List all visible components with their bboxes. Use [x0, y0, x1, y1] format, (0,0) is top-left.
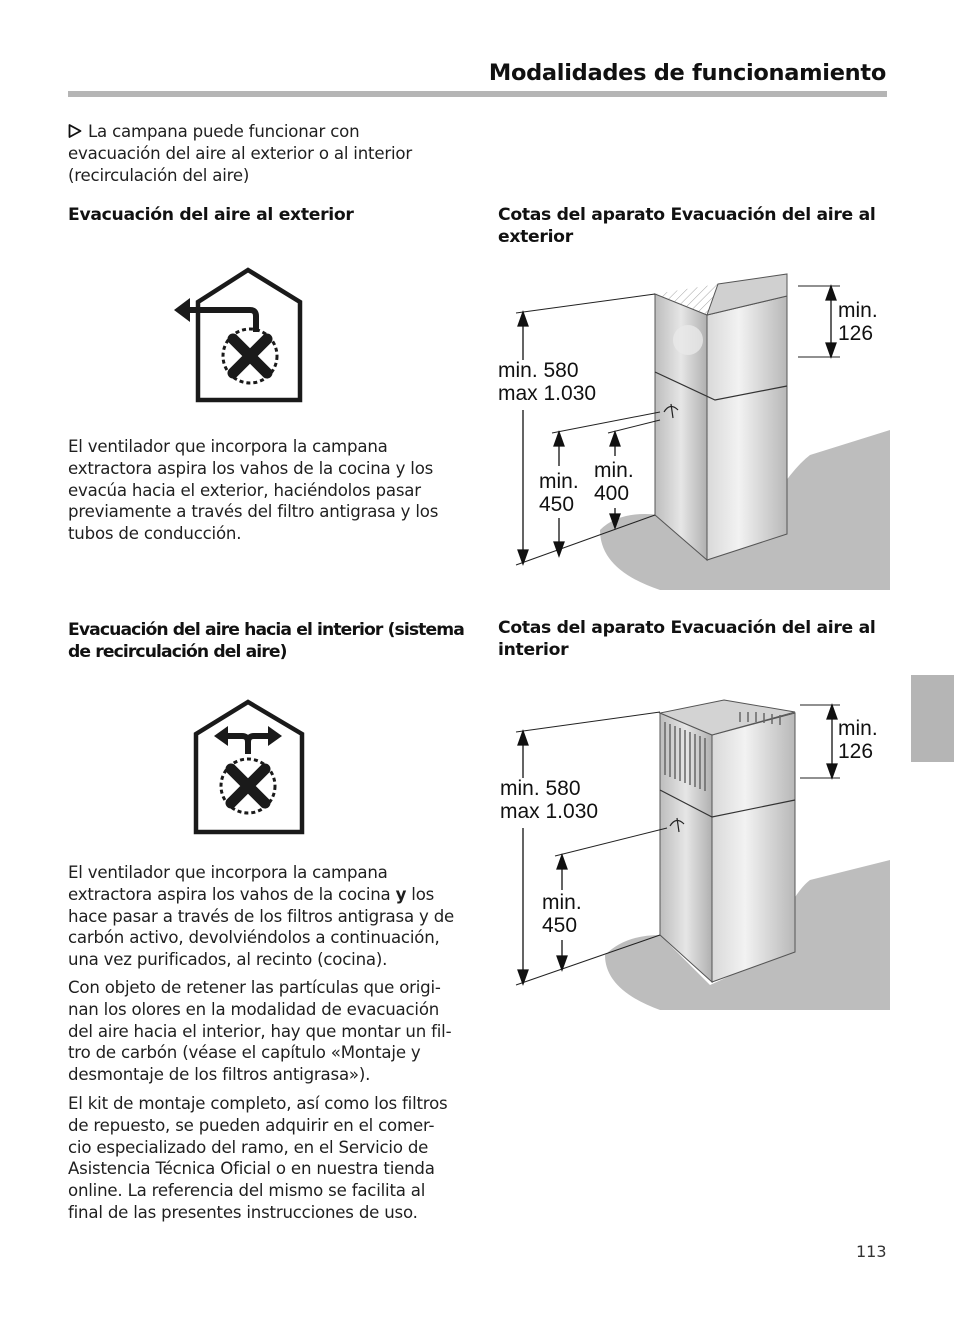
hood-dimension-diagram-exterior — [490, 270, 890, 600]
heading-line: Evacuación del aire hacia el interior (sistema — [68, 620, 464, 640]
dim-label: 450 — [542, 914, 578, 937]
text-run: extractora aspira los vahos de la cocina — [68, 884, 396, 904]
dim-label: min. — [594, 459, 634, 482]
section-heading-exterior: Evacuación del aire al exterior — [68, 205, 354, 225]
dim-label: min. — [542, 891, 582, 914]
paragraph-line: El kit de montaje completo, así como los filtros — [68, 1094, 448, 1113]
paragraph-interior-1 — [68, 862, 458, 971]
paragraph-exterior — [68, 436, 458, 545]
page-title: Modalidades de funcionamiento — [488, 60, 886, 86]
paragraph-line: Con objeto de retener las partículas que origi- — [68, 978, 441, 997]
triangle-pointer-icon — [68, 124, 82, 138]
paragraph-line: Asistencia Técnica Oficial o en nuestra tienda — [68, 1159, 435, 1179]
dim-label: 400 — [594, 482, 630, 505]
paragraph-line — [68, 884, 458, 906]
paragraph-interior-2 — [68, 977, 458, 1086]
dim-label: 450 — [539, 493, 575, 516]
paragraph-line: previamente a través del filtro antigrasa y los — [68, 502, 439, 522]
paragraph-line: extractora aspira los vahos de la cocina y los — [68, 458, 434, 478]
page-number: 113 — [856, 1242, 887, 1261]
paragraph-line: tro de carbón (véase el capítulo «Montaje y — [68, 1043, 421, 1063]
heading-line: exterior — [498, 226, 573, 247]
paragraph-line: del aire hacia el interior, hay que montar un fil- — [68, 1021, 452, 1041]
intro-line: (recirculación del aire) — [68, 165, 250, 185]
paragraph-line: tubos de conducción. — [68, 524, 242, 544]
hood-dimension-diagram-interior — [490, 690, 890, 1020]
paragraph-line: El ventilador que incorpora la campana — [68, 437, 388, 456]
paragraph-line: cio especializado del ramo, en el Servicio de — [68, 1137, 429, 1157]
chapter-tab — [911, 675, 954, 762]
house-recirculation-icon — [188, 696, 310, 836]
paragraph-line: de repuesto, se pueden adquirir en el comer- — [68, 1115, 435, 1135]
paragraph-line: online. La referencia del mismo se facilita al — [68, 1181, 426, 1201]
diagram-heading-interior — [498, 618, 875, 661]
paragraph-line: El ventilador que incorpora la campana — [68, 863, 388, 882]
intro-line: evacuación del aire al exterior o al interior — [68, 143, 412, 163]
paragraph-line: una vez purificados, al recinto (cocina). — [68, 950, 388, 970]
text-run: los — [406, 884, 435, 904]
paragraph-line: evacúa hacia el exterior, haciéndolos pasar — [68, 480, 421, 500]
dim-label: min. — [539, 470, 579, 493]
paragraph-line: final de las presentes instrucciones de uso. — [68, 1202, 418, 1222]
dim-label: min. — [838, 299, 878, 322]
heading-line: interior — [498, 639, 569, 660]
paragraph-line: nan los olores en la modalidad de evacuación — [68, 999, 440, 1019]
bold-word: y — [395, 884, 407, 904]
heading-line: Cotas del aparato Evacuación del aire al — [498, 618, 876, 638]
header-rule — [68, 91, 887, 97]
diagram-heading-exterior — [498, 205, 875, 248]
intro-note — [68, 121, 458, 186]
intro-line: La campana puede funcionar con — [88, 122, 360, 141]
dim-label: 126 — [838, 322, 874, 345]
dim-label: min. — [838, 717, 878, 740]
dim-label: min. 580 — [498, 359, 579, 382]
heading-line: de recirculación del aire) — [68, 641, 287, 662]
dim-label: max 1.030 — [498, 382, 597, 405]
paragraph-line: desmontaje de los filtros antigrasa»). — [68, 1065, 371, 1085]
paragraph-interior-3 — [68, 1093, 458, 1224]
dim-label: 126 — [838, 740, 874, 763]
paragraph-line: hace pasar a través de los filtros antigrasa y de — [68, 906, 455, 926]
house-exhaust-outside-icon — [170, 264, 310, 404]
dim-label: min. 580 — [500, 777, 581, 800]
paragraph-line: carbón activo, devolviéndolos a continuación, — [68, 928, 440, 948]
section-heading-interior — [68, 620, 464, 663]
heading-line: Cotas del aparato Evacuación del aire al — [498, 205, 876, 225]
dim-label: max 1.030 — [500, 800, 599, 823]
